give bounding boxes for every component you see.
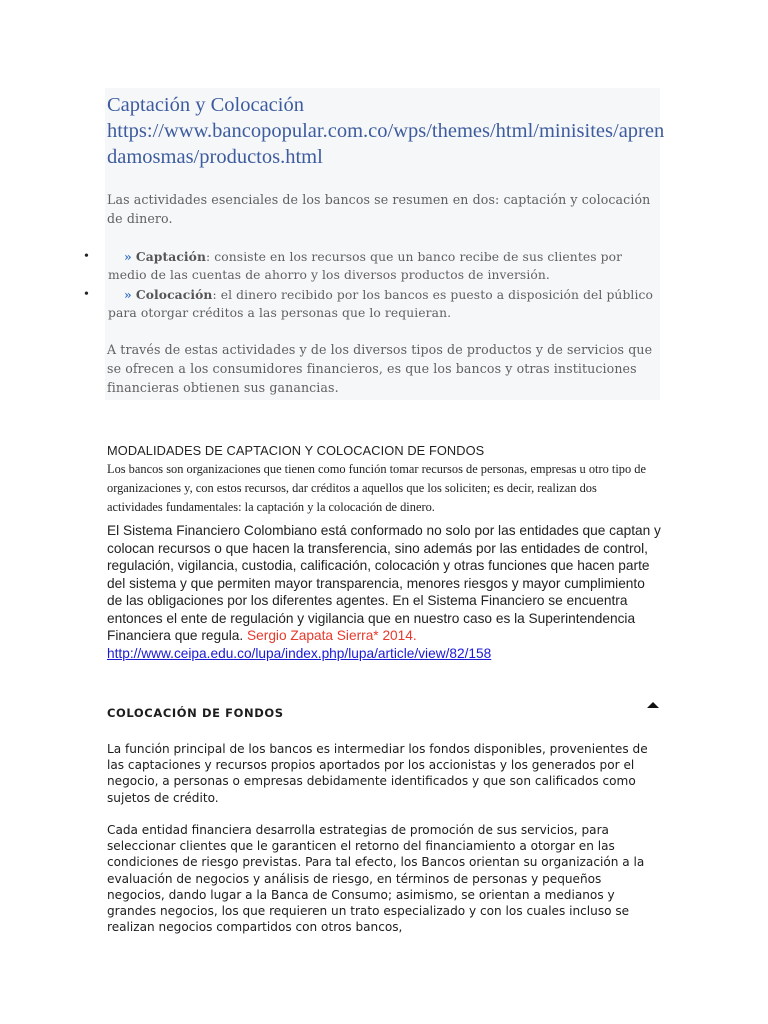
- intro-paragraph: Las actividades esenciales de los bancos se resumen en dos: captación y colocación de dinero.: [107, 192, 651, 226]
- modalidades-body: Los bancos son organizaciones que tienen como función tomar recursos de personas, empresas u otro tipo de organizaciones y, con estos recursos, dar créditos a aquellos que los soliciten; es decir, realizan dos actividades fundamentales: la captación y la colocación de dinero.: [107, 462, 646, 514]
- list-item: [80, 248, 660, 284]
- colocacion-heading: COLOCACIÓN DE FONDOS: [107, 706, 284, 720]
- bullet-term: Captación: [135, 249, 207, 264]
- caret-up-icon[interactable]: [647, 702, 659, 708]
- chevron-right-icon: »: [124, 249, 132, 264]
- bullet-text: : el dinero recibido por los bancos es puesto a disposición del público para otorgar créditos a las personas que lo requieran.: [108, 288, 653, 320]
- colocacion-paragraph-1: La función principal de los bancos es intermediar los fondos disponibles, provenientes de las captaciones y recursos propios aportados por los accionistas y los generados por el negocio, a personas o empresas debidamente identificados y que son calificados como sujetos de crédito.: [107, 742, 648, 805]
- article-title-block: [107, 92, 667, 170]
- bullet-term: Colocación: [135, 287, 213, 302]
- bullet-dot-icon: •: [84, 249, 90, 264]
- article-title: Captación y Colocación: [107, 94, 304, 116]
- chevron-right-icon: »: [124, 287, 132, 302]
- ceipa-link[interactable]: http://www.ceipa.edu.co/lupa/index.php/lupa/article/view/82/158: [107, 645, 492, 661]
- bullet-text: : consiste en los recursos que un banco recibe de sus clientes por medio de las cuentas de ahorro y los diversos productos de inversión.: [108, 250, 623, 282]
- sistema-paragraph: [107, 522, 663, 662]
- modalidades-heading: MODALIDADES DE CAPTACION Y COLOCACION DE FONDOS: [107, 443, 485, 458]
- source-url-link[interactable]: https://www.bancopopular.com.co/wps/themes/html/minisites/aprendamosmas/productos.html: [107, 120, 665, 168]
- sistema-text: El Sistema Financiero Colombiano está conformado no solo por las entidades que captan y colocan recursos o que hacen la transferencia, sino además por las entidades de control, regulación, vigilancia, custodia, calificación, colocación y otras funciones que hacen parte del sistema y que permiten mayor transparencia, menores riesgos y mayor cumplimiento de las obligaciones por los diferentes agentes. En el Sistema Financiero se encuentra entonces el ente de regulación y vigilancia que en nuestro caso es la Superintendencia Financiera que regula.: [107, 523, 661, 643]
- bullet-list: [80, 248, 660, 322]
- citation-text: Sergio Zapata Sierra* 2014.: [247, 628, 417, 643]
- closing-paragraph: A través de estas actividades y de los diversos tipos de productos y de servicios que se ofrecen a los consumidores financieros, es que los bancos y otras instituciones financieras obtienen sus ganancias.: [107, 342, 653, 395]
- bullet-dot-icon: •: [84, 287, 90, 302]
- colocacion-paragraph-2: Cada entidad financiera desarrolla estrategias de promoción de sus servicios, para seleccionar clientes que le garanticen el retorno del financiamiento a otorgar en las condiciones de riesgo previstas. Para tal efecto, los Bancos orientan su organización a la evaluación de negocios y análisis de riesgo, en términos de personas y pequeños negocios, dando lugar a la Banca de Consumo; asimismo, se orientan a medianos y grandes negocios, los que requieren un trato especializado y con los cuales incluso se realizan negocios compartidos con otros bancos,: [107, 823, 645, 935]
- list-item: [80, 286, 660, 322]
